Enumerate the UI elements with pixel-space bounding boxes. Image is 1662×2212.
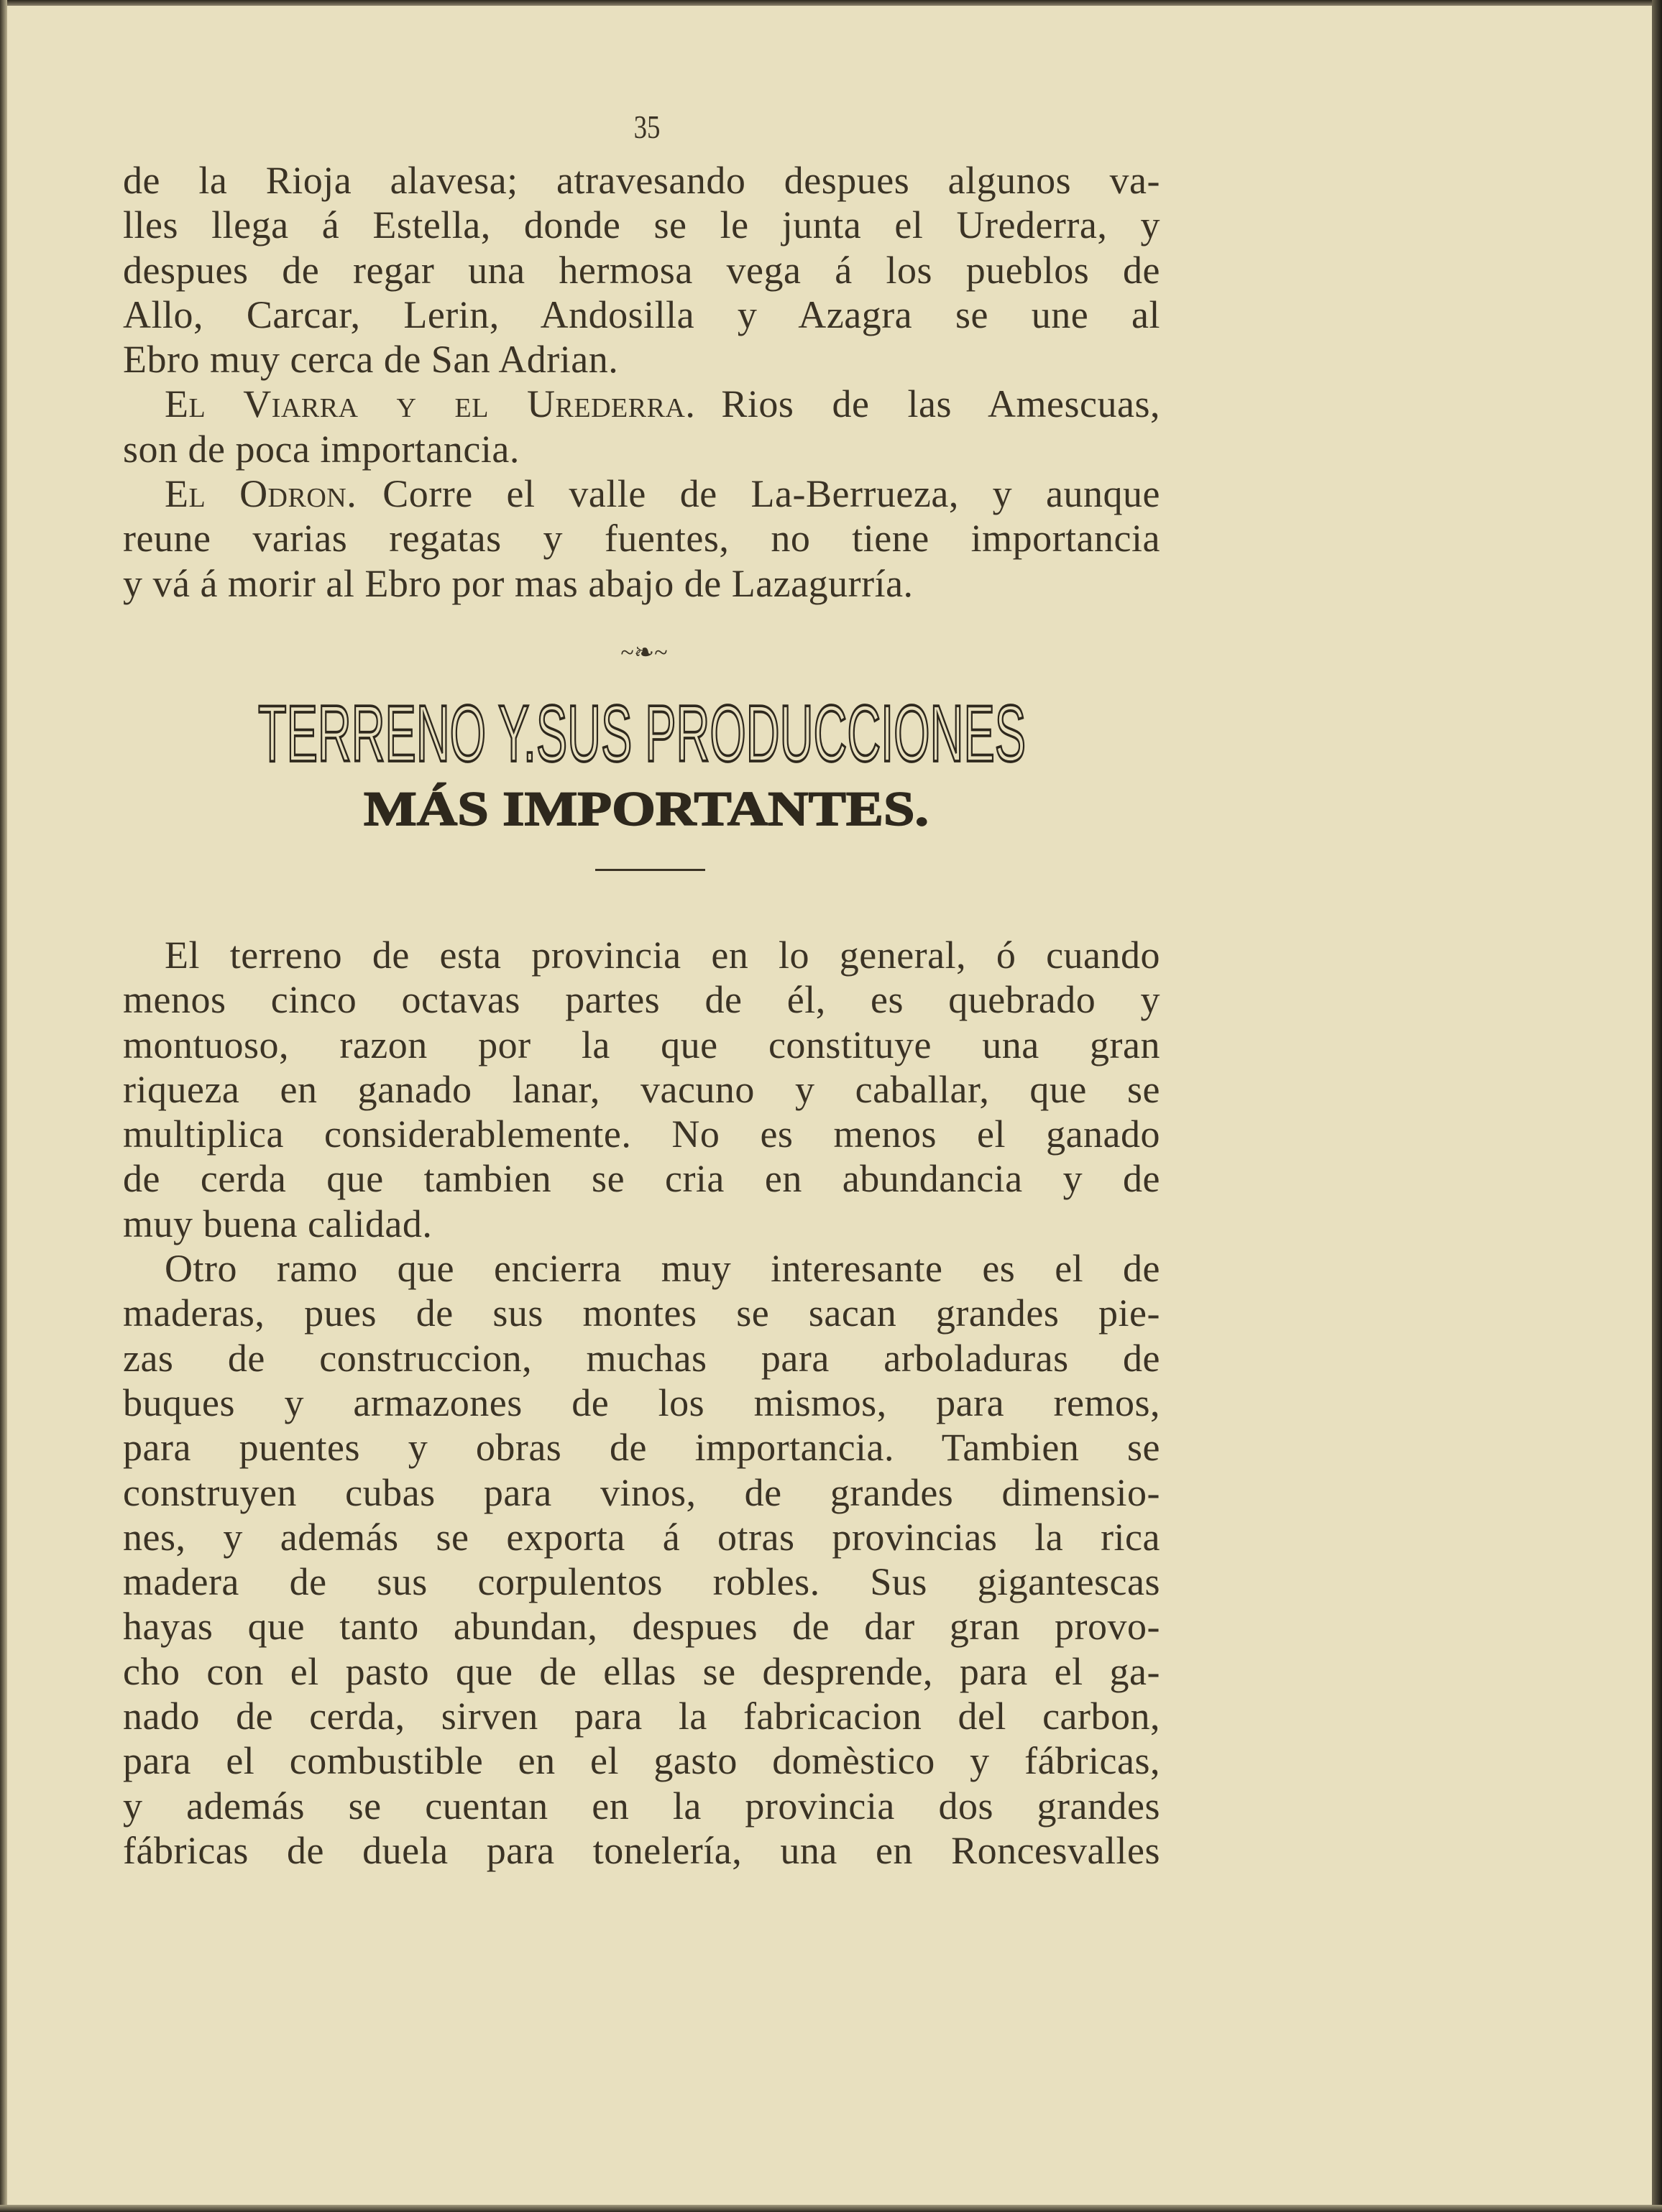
page-edge-left bbox=[0, 0, 7, 2212]
line-text: y vá á morir al Ebro por mas abajo de Lazagurría. bbox=[123, 561, 914, 605]
line-text: para el combustible en el gasto domèstico y fábricas, bbox=[123, 1739, 1160, 1783]
page-edge-top bbox=[0, 0, 1662, 6]
text-line bbox=[123, 1202, 1160, 1246]
page-edge-right bbox=[1652, 0, 1662, 2212]
text-line bbox=[123, 337, 1160, 382]
text-line bbox=[123, 1425, 1160, 1470]
text-line bbox=[123, 471, 1160, 516]
text-line bbox=[123, 1604, 1160, 1649]
text-line bbox=[123, 1828, 1160, 1873]
section-subtitle-text: MÁS IMPORTANTES. bbox=[364, 782, 929, 837]
line-text: Allo, Carcar, Lerin, Andosilla y Azagra se une al bbox=[123, 292, 1160, 336]
text-line bbox=[123, 1112, 1160, 1156]
text-line bbox=[123, 158, 1160, 203]
line-text: fábricas de duela para tonelería, una en Roncesvalles bbox=[123, 1828, 1160, 1872]
line-text: para puentes y obras de importancia. Tambien se bbox=[123, 1426, 1160, 1470]
text-line bbox=[123, 516, 1160, 561]
line-text: madera de sus corpulentos robles. Sus gigantescas bbox=[123, 1560, 1160, 1604]
line-text: nado de cerda, sirven para la fabricacion del carbon, bbox=[123, 1695, 1160, 1738]
section-title-text: TERRENO Y.SUS PRODUCCIONES bbox=[258, 688, 1026, 778]
text-line bbox=[123, 1336, 1160, 1381]
section-subtitle bbox=[364, 780, 929, 837]
section-title bbox=[258, 688, 1026, 778]
line-text: reune varias regatas y fuentes, no tiene importancia bbox=[123, 517, 1160, 561]
text-block-rivers bbox=[123, 158, 1160, 606]
text-line bbox=[123, 382, 1160, 426]
line-text: montuoso, razon por la que constituye una gran bbox=[123, 1023, 1160, 1066]
line-text: Corre el valle de La-Berrueza, y aunque bbox=[382, 472, 1160, 516]
line-text: menos cinco octavas partes de él, es quebrado y bbox=[123, 978, 1160, 1022]
text-line bbox=[123, 1559, 1160, 1604]
text-line bbox=[123, 1291, 1160, 1335]
text-line bbox=[123, 977, 1160, 1022]
ornament-divider: ~❧~ bbox=[620, 640, 668, 666]
line-text: construyen cubas para vinos, de grandes dimensio- bbox=[123, 1470, 1160, 1514]
line-text: hayas que tanto abundan, despues de dar gran provo- bbox=[123, 1605, 1160, 1649]
text-line bbox=[123, 561, 1160, 606]
text-line bbox=[123, 1694, 1160, 1738]
line-text: multiplica considerablemente. No es menos el ganado bbox=[123, 1112, 1160, 1156]
text-block-terrain bbox=[123, 933, 1160, 1873]
line-text: lles llega á Estella, donde se le junta el Urederra, y bbox=[123, 203, 1160, 247]
text-line bbox=[123, 1246, 1160, 1291]
text-line bbox=[123, 933, 1160, 977]
line-text: Otro ramo que encierra muy interesante es el de bbox=[165, 1247, 1160, 1291]
line-text: muy buena calidad. bbox=[123, 1202, 433, 1245]
line-text: de cerda que tambien se cria en abundancia y de bbox=[123, 1157, 1160, 1201]
line-text: riqueza en ganado lanar, vacuno y caballar, que se bbox=[123, 1067, 1160, 1111]
line-text: Rios de las Amescuas, bbox=[721, 382, 1160, 426]
line-text: son de poca importancia. bbox=[123, 427, 520, 471]
line-text: zas de construccion, muchas para arboladuras de bbox=[123, 1336, 1160, 1380]
text-line bbox=[123, 1784, 1160, 1828]
line-text: nes, y además se exporta á otras provincias la rica bbox=[123, 1515, 1160, 1559]
page-number: 35 bbox=[633, 109, 661, 145]
text-line bbox=[123, 1738, 1160, 1783]
text-line bbox=[123, 427, 1160, 471]
run-in-heading: El Viarra y el Urederra. bbox=[165, 382, 696, 426]
line-text: cho con el pasto que de ellas se desprende, para el ga- bbox=[123, 1649, 1160, 1693]
text-line bbox=[123, 1649, 1160, 1694]
text-line bbox=[123, 1381, 1160, 1425]
line-text: buques y armazones de los mismos, para remos, bbox=[123, 1381, 1160, 1424]
line-text: Ebro muy cerca de San Adrian. bbox=[123, 338, 619, 382]
text-line bbox=[123, 1515, 1160, 1559]
text-line bbox=[123, 292, 1160, 337]
text-line bbox=[123, 1470, 1160, 1515]
line-text: maderas, pues de sus montes se sacan grandes pie- bbox=[123, 1291, 1160, 1335]
heading-rule bbox=[595, 869, 705, 871]
line-text: despues de regar una hermosa vega á los pueblos de bbox=[123, 248, 1160, 292]
text-line bbox=[123, 1023, 1160, 1067]
text-line bbox=[123, 248, 1160, 292]
text-line bbox=[123, 1156, 1160, 1201]
line-text: y además se cuentan en la provincia dos grandes bbox=[123, 1784, 1160, 1828]
page-edge-bottom bbox=[0, 2205, 1662, 2212]
text-line bbox=[123, 203, 1160, 247]
text-line bbox=[123, 1067, 1160, 1112]
line-text: El terreno de esta provincia en lo general, ó cuando bbox=[165, 934, 1160, 977]
line-text: de la Rioja alavesa; atravesando despues algunos va- bbox=[123, 159, 1160, 202]
run-in-heading: El Odron. bbox=[165, 472, 357, 516]
